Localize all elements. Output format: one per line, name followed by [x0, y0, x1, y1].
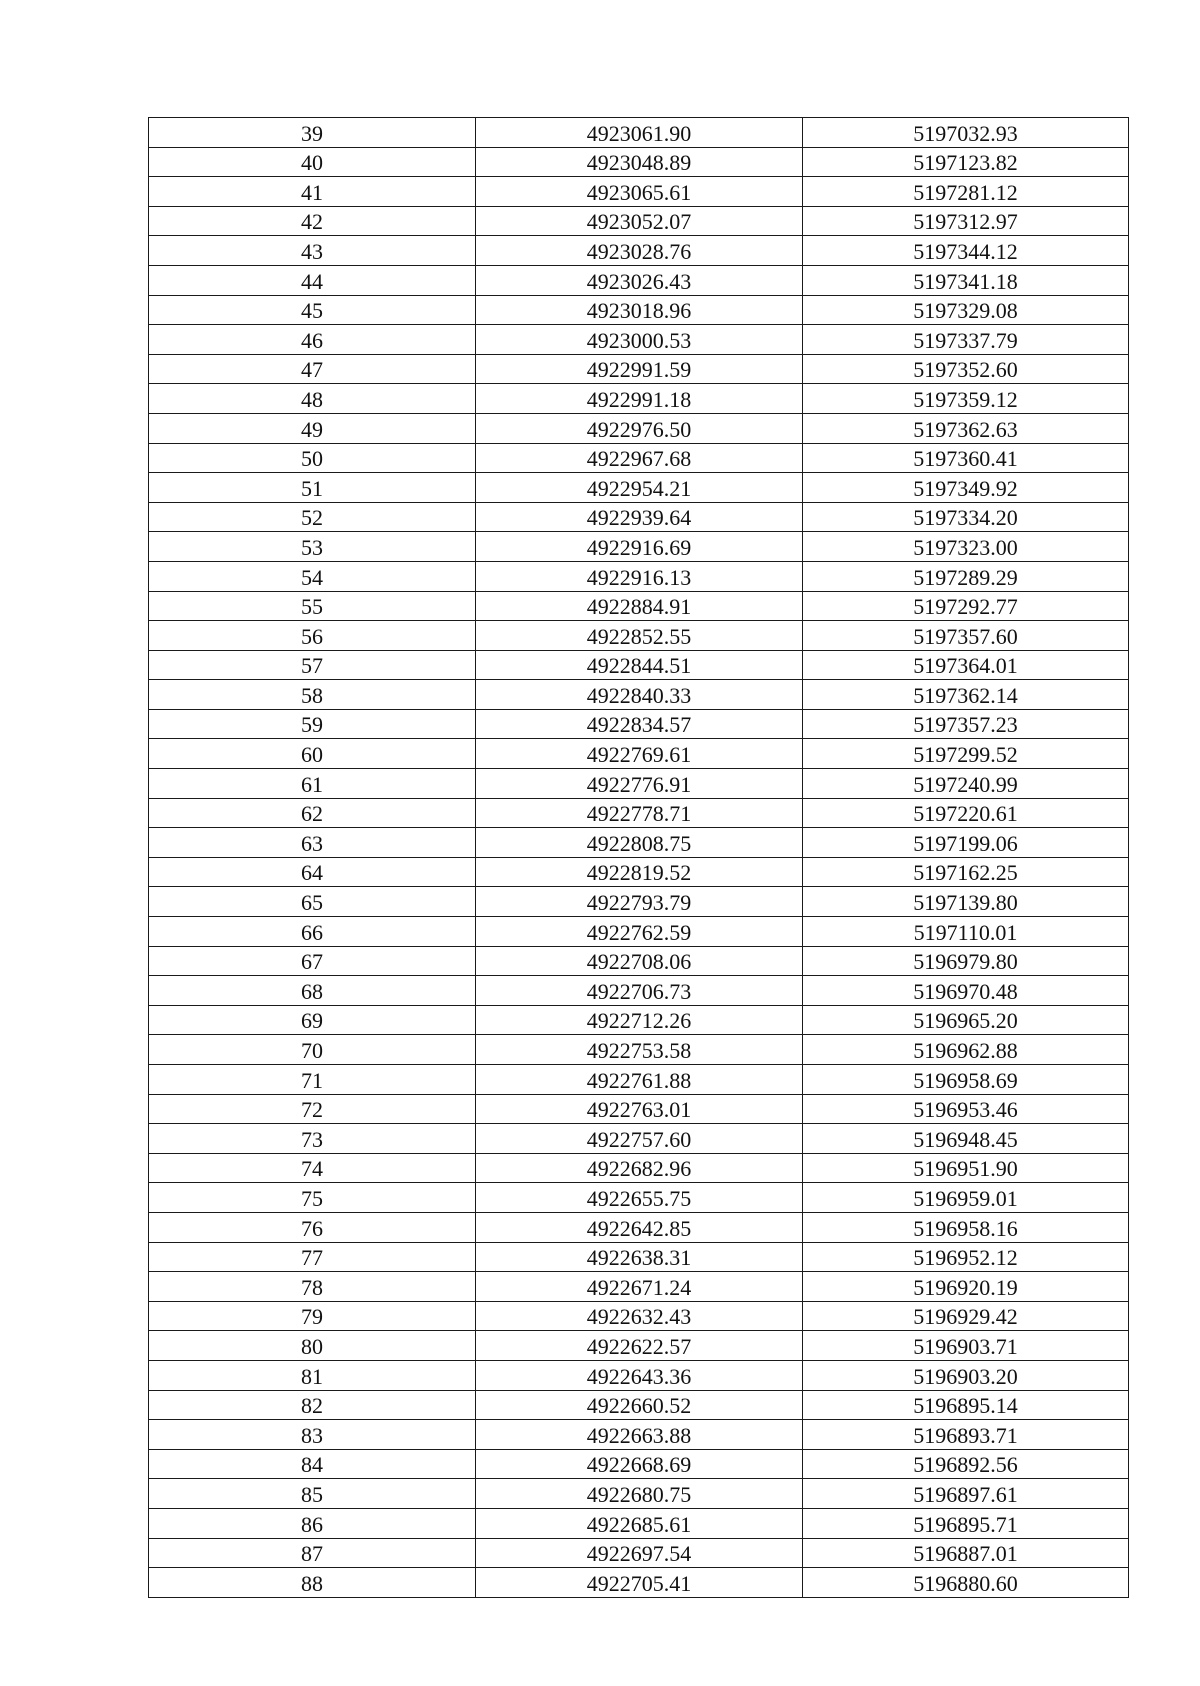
x-coordinate-cell: 4922757.60 — [476, 1124, 803, 1154]
x-coordinate-cell: 4922697.54 — [476, 1538, 803, 1568]
x-coordinate-cell: 4923065.61 — [476, 177, 803, 207]
y-coordinate-cell: 5197240.99 — [803, 769, 1129, 799]
x-coordinate-cell: 4923061.90 — [476, 118, 803, 148]
table-row — [149, 769, 1129, 799]
x-coordinate-cell: 4922680.75 — [476, 1479, 803, 1509]
y-coordinate-cell: 5196965.20 — [803, 1005, 1129, 1035]
x-coordinate-cell: 4922712.26 — [476, 1005, 803, 1035]
table-row — [149, 1094, 1129, 1124]
table-row — [149, 443, 1129, 473]
x-coordinate-cell: 4922939.64 — [476, 502, 803, 532]
point-number-cell: 87 — [149, 1538, 476, 1568]
y-coordinate-cell: 5197110.01 — [803, 917, 1129, 947]
x-coordinate-cell: 4922671.24 — [476, 1272, 803, 1302]
y-coordinate-cell: 5197312.97 — [803, 206, 1129, 236]
x-coordinate-cell: 4922793.79 — [476, 887, 803, 917]
table-row — [149, 177, 1129, 207]
table-row — [149, 1538, 1129, 1568]
table-row — [149, 502, 1129, 532]
y-coordinate-cell: 5197334.20 — [803, 502, 1129, 532]
y-coordinate-cell: 5196880.60 — [803, 1568, 1129, 1598]
table-row — [149, 1242, 1129, 1272]
point-number-cell: 67 — [149, 946, 476, 976]
x-coordinate-cell: 4923052.07 — [476, 206, 803, 236]
table-row — [149, 561, 1129, 591]
table-row — [149, 1124, 1129, 1154]
point-number-cell: 42 — [149, 206, 476, 236]
table-row — [149, 591, 1129, 621]
point-number-cell: 52 — [149, 502, 476, 532]
table-row — [149, 1420, 1129, 1450]
table-row — [149, 709, 1129, 739]
x-coordinate-cell: 4922840.33 — [476, 680, 803, 710]
x-coordinate-cell: 4922762.59 — [476, 917, 803, 947]
table-row — [149, 798, 1129, 828]
table-row — [149, 236, 1129, 266]
y-coordinate-cell: 5196903.71 — [803, 1331, 1129, 1361]
x-coordinate-cell: 4922852.55 — [476, 621, 803, 651]
y-coordinate-cell: 5196892.56 — [803, 1449, 1129, 1479]
point-number-cell: 88 — [149, 1568, 476, 1598]
point-number-cell: 84 — [149, 1449, 476, 1479]
point-number-cell: 62 — [149, 798, 476, 828]
y-coordinate-cell: 5197344.12 — [803, 236, 1129, 266]
y-coordinate-cell: 5197349.92 — [803, 473, 1129, 503]
table-row — [149, 325, 1129, 355]
table-row — [149, 295, 1129, 325]
point-number-cell: 58 — [149, 680, 476, 710]
table-row — [149, 1331, 1129, 1361]
x-coordinate-cell: 4922954.21 — [476, 473, 803, 503]
point-number-cell: 76 — [149, 1212, 476, 1242]
x-coordinate-cell: 4922708.06 — [476, 946, 803, 976]
x-coordinate-cell: 4922884.91 — [476, 591, 803, 621]
point-number-cell: 74 — [149, 1153, 476, 1183]
point-number-cell: 75 — [149, 1183, 476, 1213]
table-row — [149, 1360, 1129, 1390]
x-coordinate-cell: 4922834.57 — [476, 709, 803, 739]
table-row — [149, 1212, 1129, 1242]
x-coordinate-cell: 4922916.13 — [476, 561, 803, 591]
coordinates-table — [148, 117, 1129, 1598]
table-row — [149, 147, 1129, 177]
point-number-cell: 44 — [149, 265, 476, 295]
point-number-cell: 72 — [149, 1094, 476, 1124]
point-number-cell: 51 — [149, 473, 476, 503]
y-coordinate-cell: 5197352.60 — [803, 354, 1129, 384]
y-coordinate-cell: 5197362.14 — [803, 680, 1129, 710]
x-coordinate-cell: 4922991.18 — [476, 384, 803, 414]
y-coordinate-cell: 5196962.88 — [803, 1035, 1129, 1065]
coordinates-table-body — [149, 118, 1129, 1598]
point-number-cell: 61 — [149, 769, 476, 799]
y-coordinate-cell: 5197032.93 — [803, 118, 1129, 148]
point-number-cell: 48 — [149, 384, 476, 414]
point-number-cell: 41 — [149, 177, 476, 207]
x-coordinate-cell: 4922643.36 — [476, 1360, 803, 1390]
y-coordinate-cell: 5196887.01 — [803, 1538, 1129, 1568]
point-number-cell: 77 — [149, 1242, 476, 1272]
y-coordinate-cell: 5197139.80 — [803, 887, 1129, 917]
y-coordinate-cell: 5196895.71 — [803, 1508, 1129, 1538]
point-number-cell: 46 — [149, 325, 476, 355]
point-number-cell: 40 — [149, 147, 476, 177]
point-number-cell: 64 — [149, 857, 476, 887]
table-row — [149, 1153, 1129, 1183]
x-coordinate-cell: 4922763.01 — [476, 1094, 803, 1124]
x-coordinate-cell: 4922668.69 — [476, 1449, 803, 1479]
point-number-cell: 68 — [149, 976, 476, 1006]
table-row — [149, 739, 1129, 769]
x-coordinate-cell: 4922706.73 — [476, 976, 803, 1006]
x-coordinate-cell: 4922916.69 — [476, 532, 803, 562]
table-row — [149, 1301, 1129, 1331]
x-coordinate-cell: 4922753.58 — [476, 1035, 803, 1065]
table-row — [149, 946, 1129, 976]
table-row — [149, 887, 1129, 917]
table-row — [149, 473, 1129, 503]
point-number-cell: 70 — [149, 1035, 476, 1065]
point-number-cell: 43 — [149, 236, 476, 266]
y-coordinate-cell: 5197199.06 — [803, 828, 1129, 858]
point-number-cell: 50 — [149, 443, 476, 473]
x-coordinate-cell: 4922685.61 — [476, 1508, 803, 1538]
y-coordinate-cell: 5196903.20 — [803, 1360, 1129, 1390]
y-coordinate-cell: 5197292.77 — [803, 591, 1129, 621]
table-row — [149, 650, 1129, 680]
y-coordinate-cell: 5197162.25 — [803, 857, 1129, 887]
x-coordinate-cell: 4923026.43 — [476, 265, 803, 295]
y-coordinate-cell: 5197360.41 — [803, 443, 1129, 473]
table-row — [149, 1272, 1129, 1302]
x-coordinate-cell: 4922844.51 — [476, 650, 803, 680]
table-row — [149, 354, 1129, 384]
x-coordinate-cell: 4922638.31 — [476, 1242, 803, 1272]
point-number-cell: 78 — [149, 1272, 476, 1302]
point-number-cell: 47 — [149, 354, 476, 384]
y-coordinate-cell: 5196959.01 — [803, 1183, 1129, 1213]
table-row — [149, 1390, 1129, 1420]
x-coordinate-cell: 4922967.68 — [476, 443, 803, 473]
point-number-cell: 63 — [149, 828, 476, 858]
y-coordinate-cell: 5197357.23 — [803, 709, 1129, 739]
x-coordinate-cell: 4922655.75 — [476, 1183, 803, 1213]
point-number-cell: 59 — [149, 709, 476, 739]
table-row — [149, 1568, 1129, 1598]
x-coordinate-cell: 4922632.43 — [476, 1301, 803, 1331]
x-coordinate-cell: 4922705.41 — [476, 1568, 803, 1598]
point-number-cell: 83 — [149, 1420, 476, 1450]
x-coordinate-cell: 4922622.57 — [476, 1331, 803, 1361]
y-coordinate-cell: 5197281.12 — [803, 177, 1129, 207]
point-number-cell: 54 — [149, 561, 476, 591]
y-coordinate-cell: 5197337.79 — [803, 325, 1129, 355]
point-number-cell: 82 — [149, 1390, 476, 1420]
y-coordinate-cell: 5197362.63 — [803, 413, 1129, 443]
y-coordinate-cell: 5197329.08 — [803, 295, 1129, 325]
point-number-cell: 55 — [149, 591, 476, 621]
y-coordinate-cell: 5197323.00 — [803, 532, 1129, 562]
table-row — [149, 532, 1129, 562]
point-number-cell: 73 — [149, 1124, 476, 1154]
x-coordinate-cell: 4922663.88 — [476, 1420, 803, 1450]
table-row — [149, 384, 1129, 414]
table-row — [149, 917, 1129, 947]
table-row — [149, 265, 1129, 295]
point-number-cell: 71 — [149, 1065, 476, 1095]
y-coordinate-cell: 5197299.52 — [803, 739, 1129, 769]
x-coordinate-cell: 4922660.52 — [476, 1390, 803, 1420]
table-row — [149, 1035, 1129, 1065]
x-coordinate-cell: 4922819.52 — [476, 857, 803, 887]
x-coordinate-cell: 4923018.96 — [476, 295, 803, 325]
table-row — [149, 1479, 1129, 1509]
point-number-cell: 45 — [149, 295, 476, 325]
y-coordinate-cell: 5197359.12 — [803, 384, 1129, 414]
point-number-cell: 86 — [149, 1508, 476, 1538]
table-row — [149, 1005, 1129, 1035]
y-coordinate-cell: 5197341.18 — [803, 265, 1129, 295]
table-row — [149, 1508, 1129, 1538]
x-coordinate-cell: 4922682.96 — [476, 1153, 803, 1183]
point-number-cell: 57 — [149, 650, 476, 680]
table-row — [149, 680, 1129, 710]
y-coordinate-cell: 5196895.14 — [803, 1390, 1129, 1420]
x-coordinate-cell: 4922808.75 — [476, 828, 803, 858]
point-number-cell: 39 — [149, 118, 476, 148]
y-coordinate-cell: 5196953.46 — [803, 1094, 1129, 1124]
x-coordinate-cell: 4922991.59 — [476, 354, 803, 384]
y-coordinate-cell: 5196958.69 — [803, 1065, 1129, 1095]
y-coordinate-cell: 5196979.80 — [803, 946, 1129, 976]
table-row — [149, 1065, 1129, 1095]
x-coordinate-cell: 4922769.61 — [476, 739, 803, 769]
table-row — [149, 118, 1129, 148]
y-coordinate-cell: 5196948.45 — [803, 1124, 1129, 1154]
y-coordinate-cell: 5196951.90 — [803, 1153, 1129, 1183]
table-row — [149, 1183, 1129, 1213]
point-number-cell: 56 — [149, 621, 476, 651]
x-coordinate-cell: 4922976.50 — [476, 413, 803, 443]
table-row — [149, 621, 1129, 651]
point-number-cell: 66 — [149, 917, 476, 947]
table-row — [149, 413, 1129, 443]
point-number-cell: 49 — [149, 413, 476, 443]
point-number-cell: 53 — [149, 532, 476, 562]
table-row — [149, 828, 1129, 858]
x-coordinate-cell: 4923000.53 — [476, 325, 803, 355]
point-number-cell: 79 — [149, 1301, 476, 1331]
y-coordinate-cell: 5197123.82 — [803, 147, 1129, 177]
x-coordinate-cell: 4922761.88 — [476, 1065, 803, 1095]
table-row — [149, 1449, 1129, 1479]
y-coordinate-cell: 5196897.61 — [803, 1479, 1129, 1509]
x-coordinate-cell: 4922642.85 — [476, 1212, 803, 1242]
x-coordinate-cell: 4923028.76 — [476, 236, 803, 266]
y-coordinate-cell: 5196893.71 — [803, 1420, 1129, 1450]
y-coordinate-cell: 5196929.42 — [803, 1301, 1129, 1331]
y-coordinate-cell: 5197364.01 — [803, 650, 1129, 680]
y-coordinate-cell: 5197289.29 — [803, 561, 1129, 591]
point-number-cell: 80 — [149, 1331, 476, 1361]
point-number-cell: 81 — [149, 1360, 476, 1390]
point-number-cell: 60 — [149, 739, 476, 769]
point-number-cell: 85 — [149, 1479, 476, 1509]
y-coordinate-cell: 5196970.48 — [803, 976, 1129, 1006]
table-row — [149, 857, 1129, 887]
y-coordinate-cell: 5197220.61 — [803, 798, 1129, 828]
point-number-cell: 65 — [149, 887, 476, 917]
table-row — [149, 206, 1129, 236]
x-coordinate-cell: 4922776.91 — [476, 769, 803, 799]
y-coordinate-cell: 5196920.19 — [803, 1272, 1129, 1302]
x-coordinate-cell: 4922778.71 — [476, 798, 803, 828]
point-number-cell: 69 — [149, 1005, 476, 1035]
table-row — [149, 976, 1129, 1006]
y-coordinate-cell: 5196952.12 — [803, 1242, 1129, 1272]
y-coordinate-cell: 5196958.16 — [803, 1212, 1129, 1242]
x-coordinate-cell: 4923048.89 — [476, 147, 803, 177]
y-coordinate-cell: 5197357.60 — [803, 621, 1129, 651]
